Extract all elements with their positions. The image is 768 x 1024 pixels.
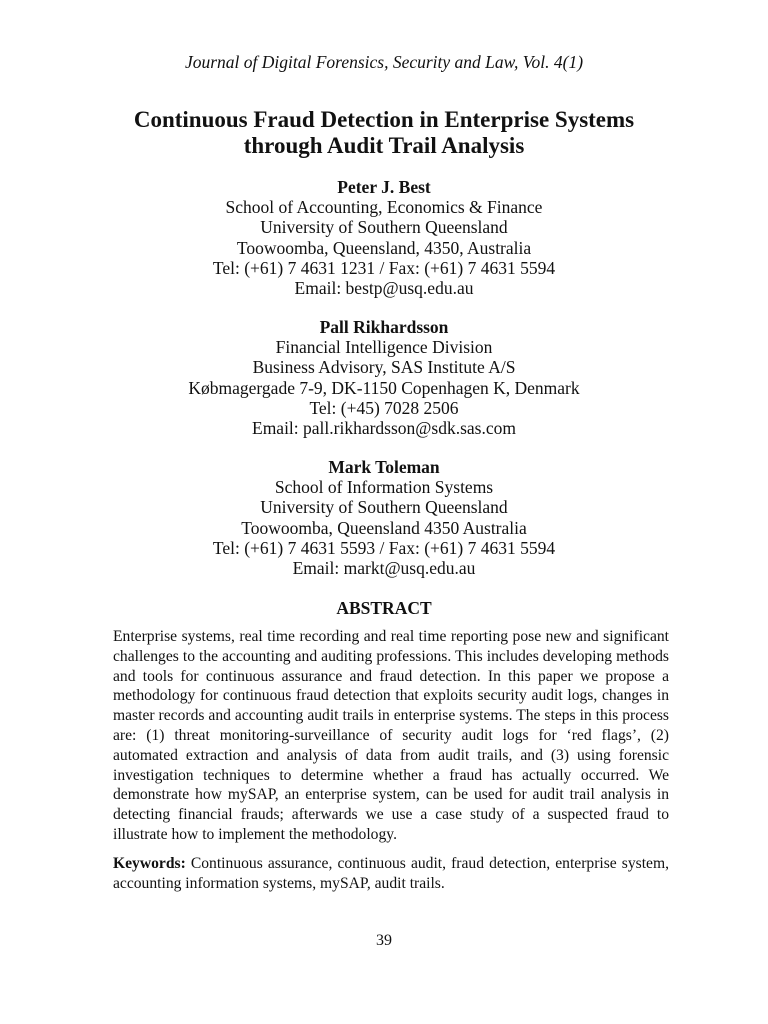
author-affiliation-line: School of Accounting, Economics & Finance — [225, 197, 543, 218]
keywords-text: Continuous assurance, continuous audit, fraud detection, enterprise system, accounting information systems, mySAP, audit trails. — [113, 855, 669, 892]
keywords-paragraph — [113, 854, 669, 894]
author-block-2 — [0, 317, 768, 438]
author-affiliation-line: School of Information Systems — [274, 477, 494, 498]
author-address-line: Toowoomba, Queensland 4350 Australia — [241, 517, 527, 538]
author-name: Pall Rikhardsson — [319, 317, 449, 337]
author-phone-line: Tel: (+45) 7028 2506 — [309, 397, 459, 418]
abstract-text: Enterprise systems, real time recording and real time reporting pose new and significant challenges to the accounting and auditing professions. This includes developing methods and tools for continuous assurance and fraud detection. In this paper we propose a methodology for continuous fraud detection that exploits security audit logs, changes in master records and accounting audit trails in enterprise systems. The steps in this process are: (1) threat monitoring-surveillance of security audit logs for ‘red flags’, (2) automated extraction and analysis of data from audit trails, and (3) using forensic investigation techniques to determine whether a fraud has actually occurred. We demonstrate how mySAP, an enterprise system, can be used for audit trail analysis in detecting financial frauds; afterwards we use a case study of a suspected fraud to illustrate how to implement the methodology. — [113, 628, 669, 843]
author-block-1 — [0, 177, 768, 298]
author-affiliation-line: Financial Intelligence Division — [275, 337, 493, 358]
author-email-line: Email: pall.rikhardsson@sdk.sas.com — [252, 418, 516, 439]
author-affiliation-line: University of Southern Queensland — [260, 497, 508, 518]
title-line-2: through Audit Trail Analysis — [243, 133, 525, 158]
paper-title — [60, 107, 708, 159]
author-affiliation-line: Business Advisory, SAS Institute A/S — [252, 357, 516, 378]
author-phone-line: Tel: (+61) 7 4631 5593 / Fax: (+61) 7 4631 5594 — [212, 537, 556, 558]
keywords-label: Keywords: — [113, 855, 186, 872]
author-name: Peter J. Best — [337, 177, 431, 197]
author-address-line: Toowoomba, Queensland, 4350, Australia — [236, 237, 532, 258]
author-affiliation-line: University of Southern Queensland — [260, 217, 508, 238]
abstract-heading: ABSTRACT — [336, 598, 432, 618]
page-number: 39 — [376, 932, 392, 949]
author-phone-line: Tel: (+61) 7 4631 1231 / Fax: (+61) 7 4631 5594 — [212, 257, 556, 278]
author-address-line: Købmagergade 7-9, DK-1150 Copenhagen K, Denmark — [188, 377, 580, 398]
author-block-3 — [0, 457, 768, 578]
author-email-line: Email: bestp@usq.edu.au — [294, 278, 474, 299]
author-name: Mark Toleman — [328, 457, 440, 477]
author-email-line: Email: markt@usq.edu.au — [292, 558, 476, 579]
journal-header: Journal of Digital Forensics, Security and Law, Vol. 4(1) — [184, 52, 584, 72]
title-line-1: Continuous Fraud Detection in Enterprise Systems — [133, 107, 635, 132]
